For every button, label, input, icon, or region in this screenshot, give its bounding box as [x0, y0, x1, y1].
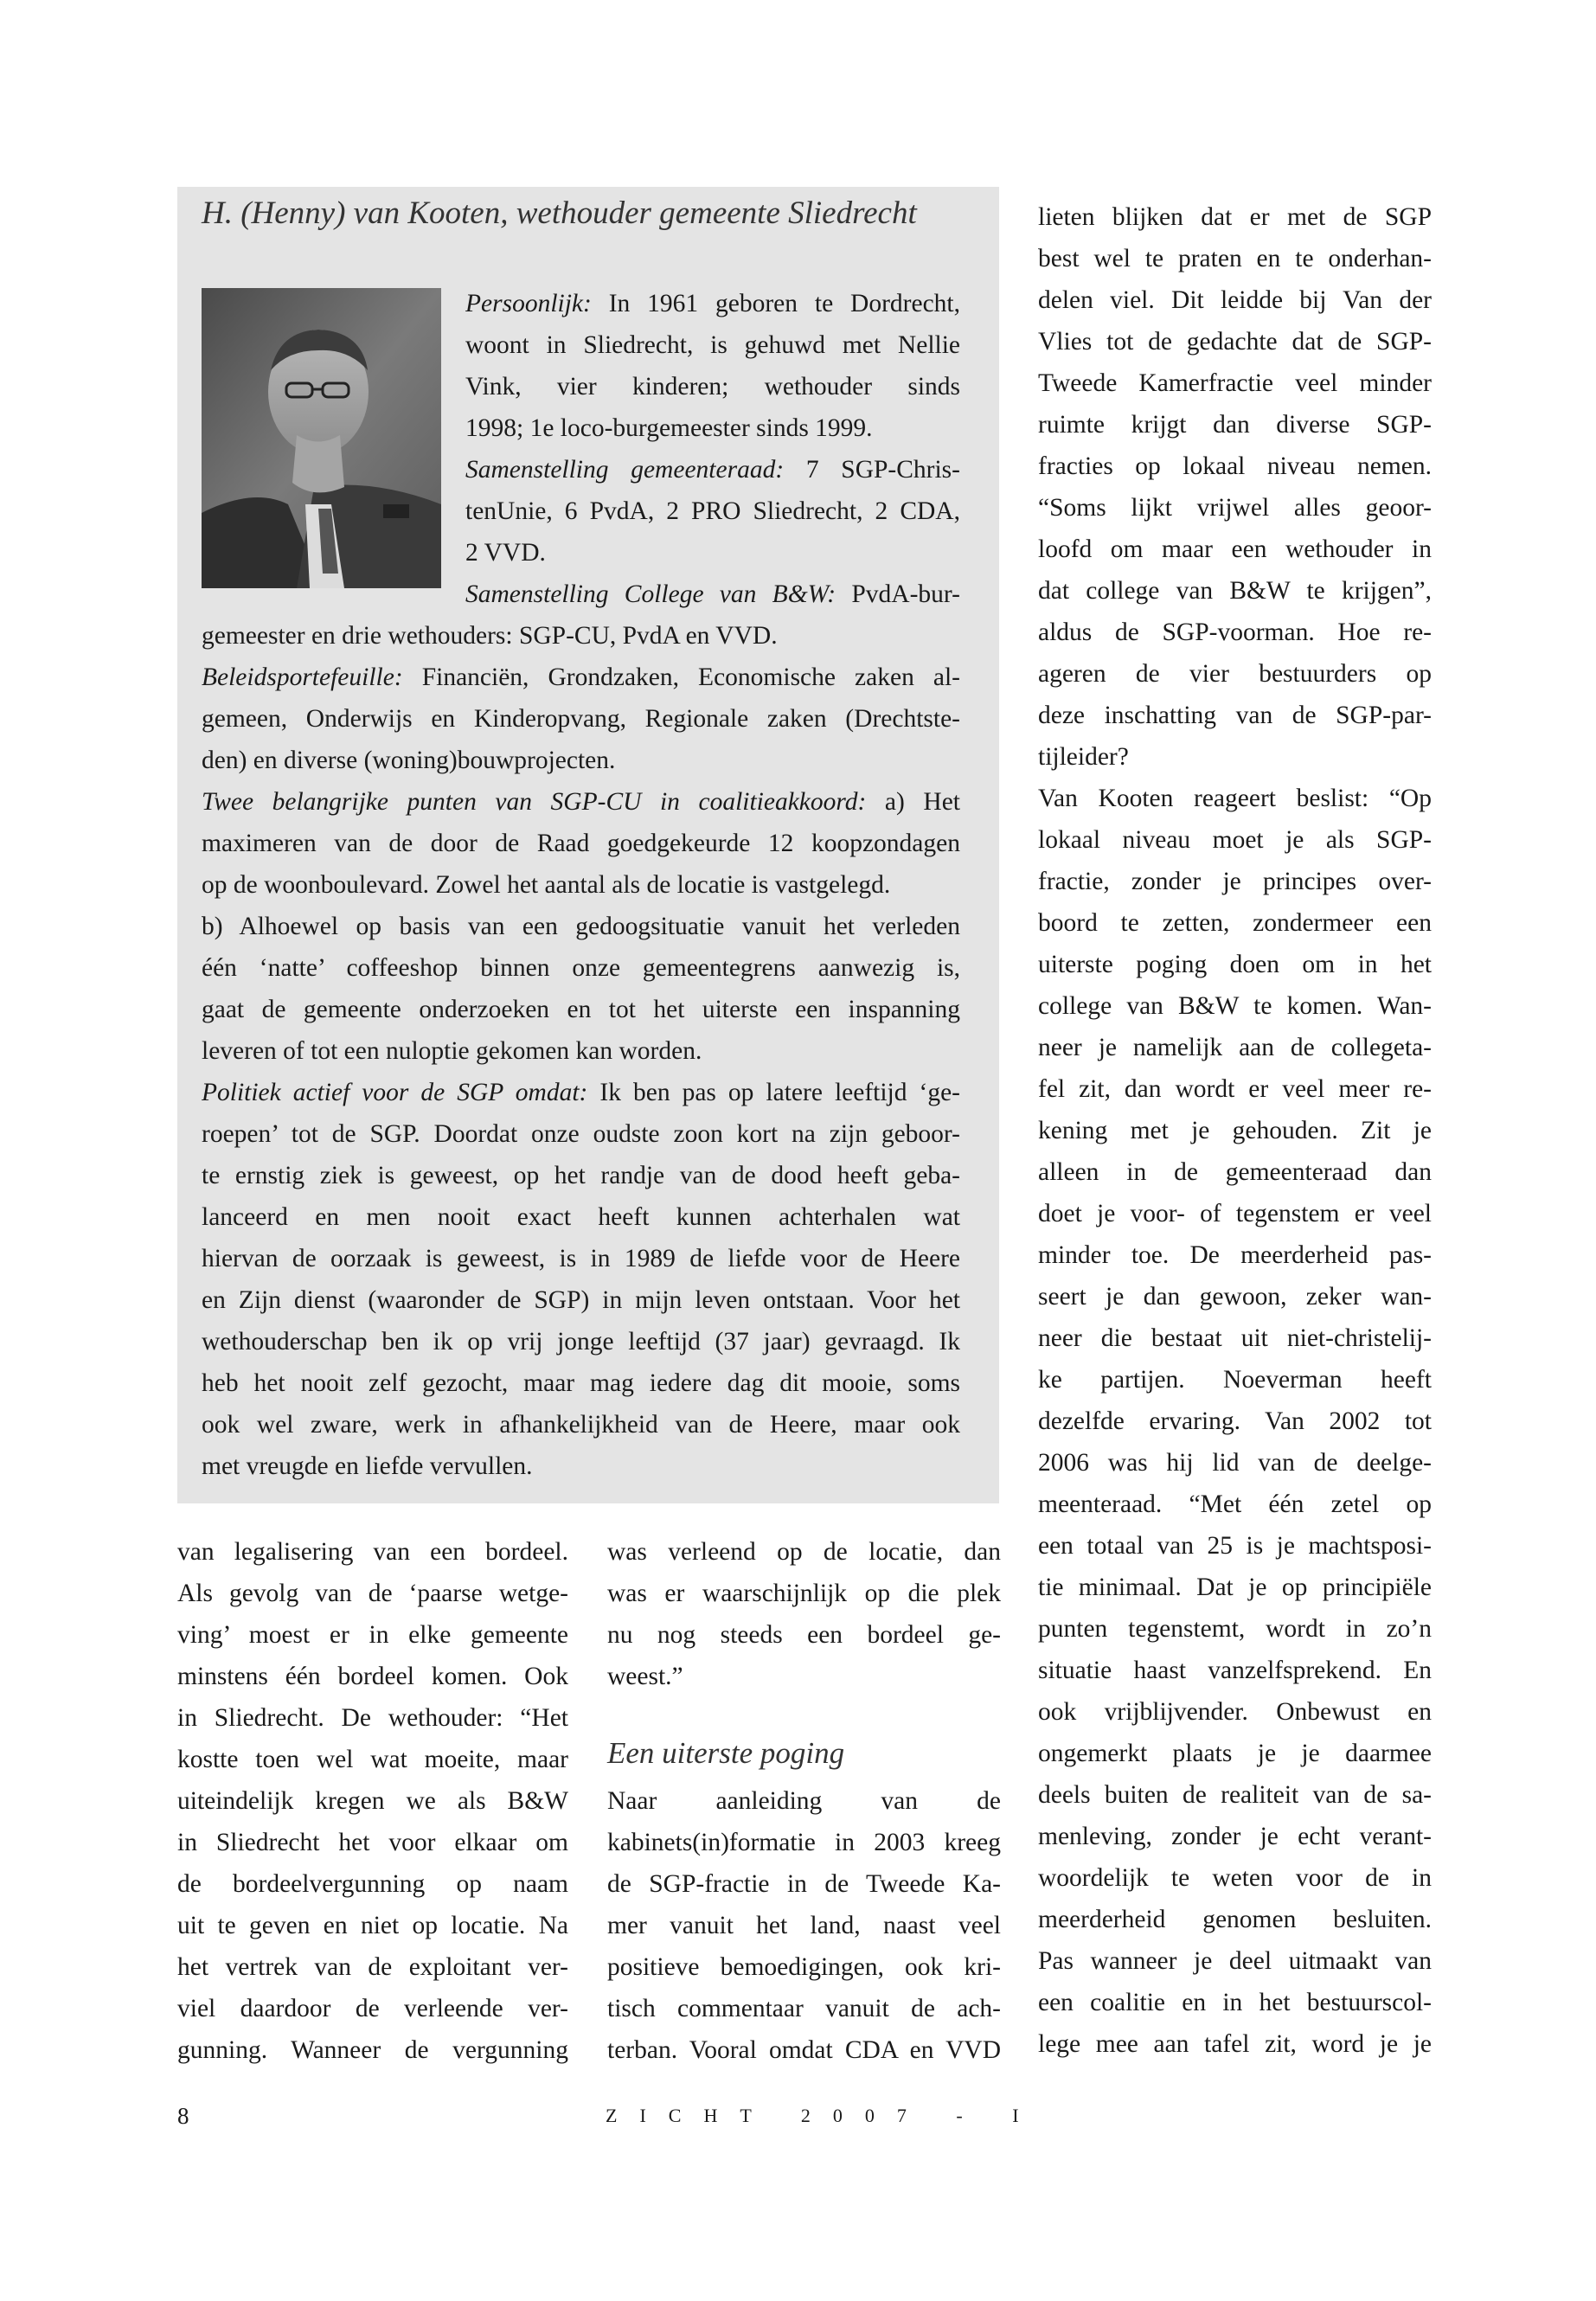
profile-line [202, 1072, 960, 1113]
profile-label: Samenstelling College van B&W: [465, 580, 836, 608]
profile-line [202, 698, 960, 740]
text-line: deels buiten de realiteit van de sa- [1038, 1781, 1432, 1809]
text-line: doet je voor- of tegenstem er veel [1038, 1200, 1432, 1227]
text-line: kening met je gehouden. Zit je [1038, 1117, 1432, 1144]
text-line: uiteindelijk kregen we als B&W [177, 1787, 568, 1815]
text-line: tie minimaal. Dat je op principiële [1038, 1574, 1432, 1601]
profile-text: heb het nooit zelf gezocht, maar mag iedere dag dit mooie, soms [202, 1369, 960, 1397]
text-line: minder toe. De meerderheid pas- [1038, 1241, 1432, 1269]
text-line: de bordeelvergunning op naam [177, 1870, 568, 1898]
profile-text: Ik ben pas op latere leeftijd ‘ge- [587, 1079, 960, 1106]
text-line: fel zit, dan wordt er veel meer re- [1038, 1075, 1432, 1103]
text-line: ook vrijblijvender. Onbewust en [1038, 1698, 1432, 1726]
profile-line [202, 1404, 960, 1445]
profile-text: 1998; 1e loco-burgemeester sinds 1999. [465, 414, 873, 442]
text-line: gunning. Wanneer de vergunning [177, 2036, 568, 2064]
text-line: fracties op lokaal niveau nemen. [1038, 452, 1432, 480]
profile-text: ook wel zware, werk in afhankelijkheid van de Heere, maar ook [202, 1411, 960, 1439]
text-line: meenteraad. “Met één zetel op [1038, 1490, 1432, 1518]
text-line: alleen in de gemeenteraad dan [1038, 1158, 1432, 1186]
profile-line [202, 1362, 960, 1404]
text-line: punten tegenstemt, wordt in zo’n [1038, 1615, 1432, 1643]
profile-text: gemeen, Onderwijs en Kinderopvang, Regionale zaken (Drechtste- [202, 705, 960, 733]
profile-text: hiervan de oorzaak is geweest, is in 1989 de liefde voor de Heere [202, 1245, 960, 1272]
profile-label: Beleidsportefeuille: [202, 663, 403, 691]
text-line: weest.” [607, 1663, 683, 1690]
profile-text: roepen’ tot de SGP. Doordat onze oudste zoon kort na zijn geboor- [202, 1120, 960, 1148]
profile-line [202, 906, 960, 947]
text-line: ke partijen. Noeverman heeft [1038, 1366, 1432, 1394]
text-line: was verleend op de locatie, dan [607, 1538, 1001, 1566]
text-line: van legalisering van een bordeel. [177, 1538, 568, 1566]
profile-text: met vreugde en liefde vervullen. [202, 1452, 533, 1480]
text-line: minstens één bordeel komen. Ook [177, 1663, 568, 1690]
profile-line [202, 823, 960, 864]
profile-text: den) en diverse (woning)bouwprojecten. [202, 747, 616, 774]
profile-text: PvdA-bur- [836, 580, 960, 608]
text-line: delen viel. Dit leidde bij Van der [1038, 286, 1432, 314]
text-line: “Soms lijkt vrijwel alles geoor- [1038, 494, 1432, 522]
magazine-footer: ZICHT 2007 - I [606, 2105, 1042, 2126]
profile-line [465, 532, 960, 574]
text-line: neer je namelijk aan de collegeta- [1038, 1034, 1432, 1061]
profile-line [202, 615, 960, 657]
text-line: best wel te praten en te onderhan- [1038, 245, 1432, 272]
text-line: mer vanuit het land, naast veel [607, 1912, 1001, 1939]
profile-line [202, 1030, 960, 1072]
profile-text: wethouderschap ben ik op vrij jonge leeftijd (37 jaar) gevraagd. Ik [202, 1328, 960, 1356]
portrait-photo [202, 288, 441, 588]
text-line: een totaal van 25 is je machtsposi- [1038, 1532, 1432, 1560]
profile-text: lanceerd en men nooit exact heeft kunnen achterhalen wat [202, 1203, 960, 1231]
text-line: lege mee aan tafel zit, word je je [1038, 2030, 1432, 2058]
text-line: het vertrek van de exploitant ver- [177, 1953, 568, 1981]
profile-title: H. (Henny) van Kooten, wethouder gemeente Sliedrecht [202, 195, 917, 231]
text-line: viel daardoor de verleende ver- [177, 1995, 568, 2022]
text-line: 2006 was hij lid van de deelge- [1038, 1449, 1432, 1477]
profile-text: In 1961 geboren te Dordrecht, [591, 290, 960, 317]
profile-line [202, 740, 960, 781]
profile-line [202, 1445, 960, 1487]
text-line: Naar aanleiding van de [607, 1787, 1001, 1815]
text-line: Als gevolg van de ‘paarse wetge- [177, 1580, 568, 1607]
column-right [1038, 196, 1432, 2065]
section-subheading: Een uiterste poging [607, 1736, 845, 1770]
profile-line [202, 1238, 960, 1279]
profile-line [202, 864, 960, 906]
profile-text: en Zijn dienst (waaronder de SGP) in mijn leven ontstaan. Voor het [202, 1286, 960, 1314]
text-line: menleving, zonder je echt verant- [1038, 1823, 1432, 1850]
profile-text: 7 SGP-Chris- [784, 456, 960, 484]
profile-text: Financiën, Grondzaken, Economische zaken al- [402, 663, 960, 691]
text-line: lokaal niveau moet je als SGP- [1038, 826, 1432, 854]
column-left [177, 1531, 568, 2071]
profile-text: b) Alhoewel op basis van een gedoogsituatie vanuit het verleden [202, 913, 960, 940]
text-line: seert je dan gewoon, zeker wan- [1038, 1283, 1432, 1311]
text-line: tijleider? [1038, 743, 1129, 771]
profile-text: op de woonboulevard. Zowel het aantal als de locatie is vastgelegd. [202, 871, 891, 899]
text-line: in Sliedrecht. De wethouder: “Het [177, 1704, 568, 1732]
text-line: college van B&W te komen. Wan- [1038, 992, 1432, 1020]
text-line: de SGP-fractie in de Tweede Ka- [607, 1870, 1001, 1898]
text-line: kabinets(in)formatie in 2003 kreeg [607, 1829, 1001, 1856]
profile-line [202, 657, 960, 698]
text-line: dat college van B&W te krijgen”, [1038, 577, 1432, 605]
text-line: ving’ moest er in elke gemeente [177, 1621, 568, 1649]
text-line: woordelijk te weten voor de in [1038, 1864, 1432, 1892]
profile-label: Politiek actief voor de SGP omdat: [202, 1079, 588, 1106]
profile-text: a) Het [866, 788, 960, 816]
profile-text: gaat de gemeente onderzoeken en tot het uiterste een inspanning [202, 996, 960, 1023]
column-middle-top [607, 1531, 1001, 1697]
text-line: meerderheid genomen besluiten. [1038, 1906, 1432, 1933]
profile-line [465, 324, 960, 366]
profile-line [202, 1196, 960, 1238]
profile-text: leveren of tot een nuloptie gekomen kan worden. [202, 1037, 702, 1065]
text-line: een coalitie en in het bestuurscol- [1038, 1989, 1432, 2016]
text-line: kostte toen wel wat moeite, maar [177, 1746, 568, 1773]
text-line: Tweede Kamerfractie veel minder [1038, 369, 1432, 397]
profile-line [465, 490, 960, 532]
profile-line [465, 366, 960, 407]
profile-label: Persoonlijk: [465, 290, 592, 317]
text-line: uit te geven en niet op locatie. Na [177, 1912, 568, 1939]
profile-text: woont in Sliedrecht, is gehuwd met Nellie [465, 331, 960, 359]
text-line: ruimte krijgt dan diverse SGP- [1038, 411, 1432, 439]
profile-text: maximeren van de door de Raad goedgekeurde 12 koopzondagen [202, 830, 960, 857]
text-line: loofd om maar een wethouder in [1038, 535, 1432, 563]
profile-text: één ‘natte’ coffeeshop binnen onze gemeentegrens aanwezig is, [202, 954, 960, 982]
text-line: ongemerkt plaats je je daarmee [1038, 1740, 1432, 1767]
text-line: neer die bestaat uit niet-christelij- [1038, 1324, 1432, 1352]
text-line: uiterste poging doen om in het [1038, 951, 1432, 978]
text-line: Vlies tot de gedachte dat de SGP- [1038, 328, 1432, 356]
profile-line [465, 449, 960, 490]
profile-line [202, 1279, 960, 1321]
profile-line [202, 1155, 960, 1196]
profile-text: tenUnie, 6 PvdA, 2 PRO Sliedrecht, 2 CDA, [465, 497, 960, 525]
profile-text: gemeester en drie wethouders: SGP-CU, PvdA en VVD. [202, 622, 778, 650]
profile-line [202, 1113, 960, 1155]
profile-text: te ernstig ziek is geweest, op het randje van de dood heeft geba- [202, 1162, 960, 1189]
text-line: lieten blijken dat er met de SGP [1038, 203, 1432, 231]
profile-line [465, 283, 960, 324]
text-line: terban. Vooral omdat CDA en VVD [607, 2036, 1001, 2064]
text-line: fractie, zonder je principes over- [1038, 868, 1432, 895]
column-middle-bottom [607, 1780, 1001, 2071]
profile-text: 2 VVD. [465, 539, 546, 567]
profile-label: Samenstelling gemeenteraad: [465, 456, 785, 484]
profile-line [202, 1321, 960, 1362]
text-line: deze inschatting van de SGP-par- [1038, 702, 1432, 729]
text-line: boord te zetten, zondermeer een [1038, 909, 1432, 937]
text-line: ageren de vier bestuurders op [1038, 660, 1432, 688]
profile-line [202, 947, 960, 989]
text-line: tisch commentaar vanuit de ach- [607, 1995, 1001, 2022]
text-line: dezelfde ervaring. Van 2002 tot [1038, 1407, 1432, 1435]
profile-text: Vink, vier kinderen; wethouder sinds [465, 373, 960, 401]
text-line: Van Kooten reageert beslist: “Op [1038, 785, 1432, 812]
text-line: positieve bemoedigingen, ook kri- [607, 1953, 1001, 1981]
portrait-illustration [202, 288, 441, 588]
profile-line [465, 574, 960, 615]
profile-line [465, 407, 960, 449]
text-line: nu nog steeds een bordeel ge- [607, 1621, 1001, 1649]
text-line: Pas wanneer je deel uitmaakt van [1038, 1947, 1432, 1975]
text-line: was er waarschijnlijk op die plek [607, 1580, 1001, 1607]
text-line: aldus de SGP-voorman. Hoe re- [1038, 619, 1432, 646]
text-line: situatie haast vanzelfsprekend. En [1038, 1657, 1432, 1684]
text-line: in Sliedrecht het voor elkaar om [177, 1829, 568, 1856]
profile-label: Twee belangrijke punten van SGP-CU in coalitieakkoord: [202, 788, 867, 816]
profile-line [202, 781, 960, 823]
page-number: 8 [177, 2103, 189, 2129]
profile-line [202, 989, 960, 1030]
